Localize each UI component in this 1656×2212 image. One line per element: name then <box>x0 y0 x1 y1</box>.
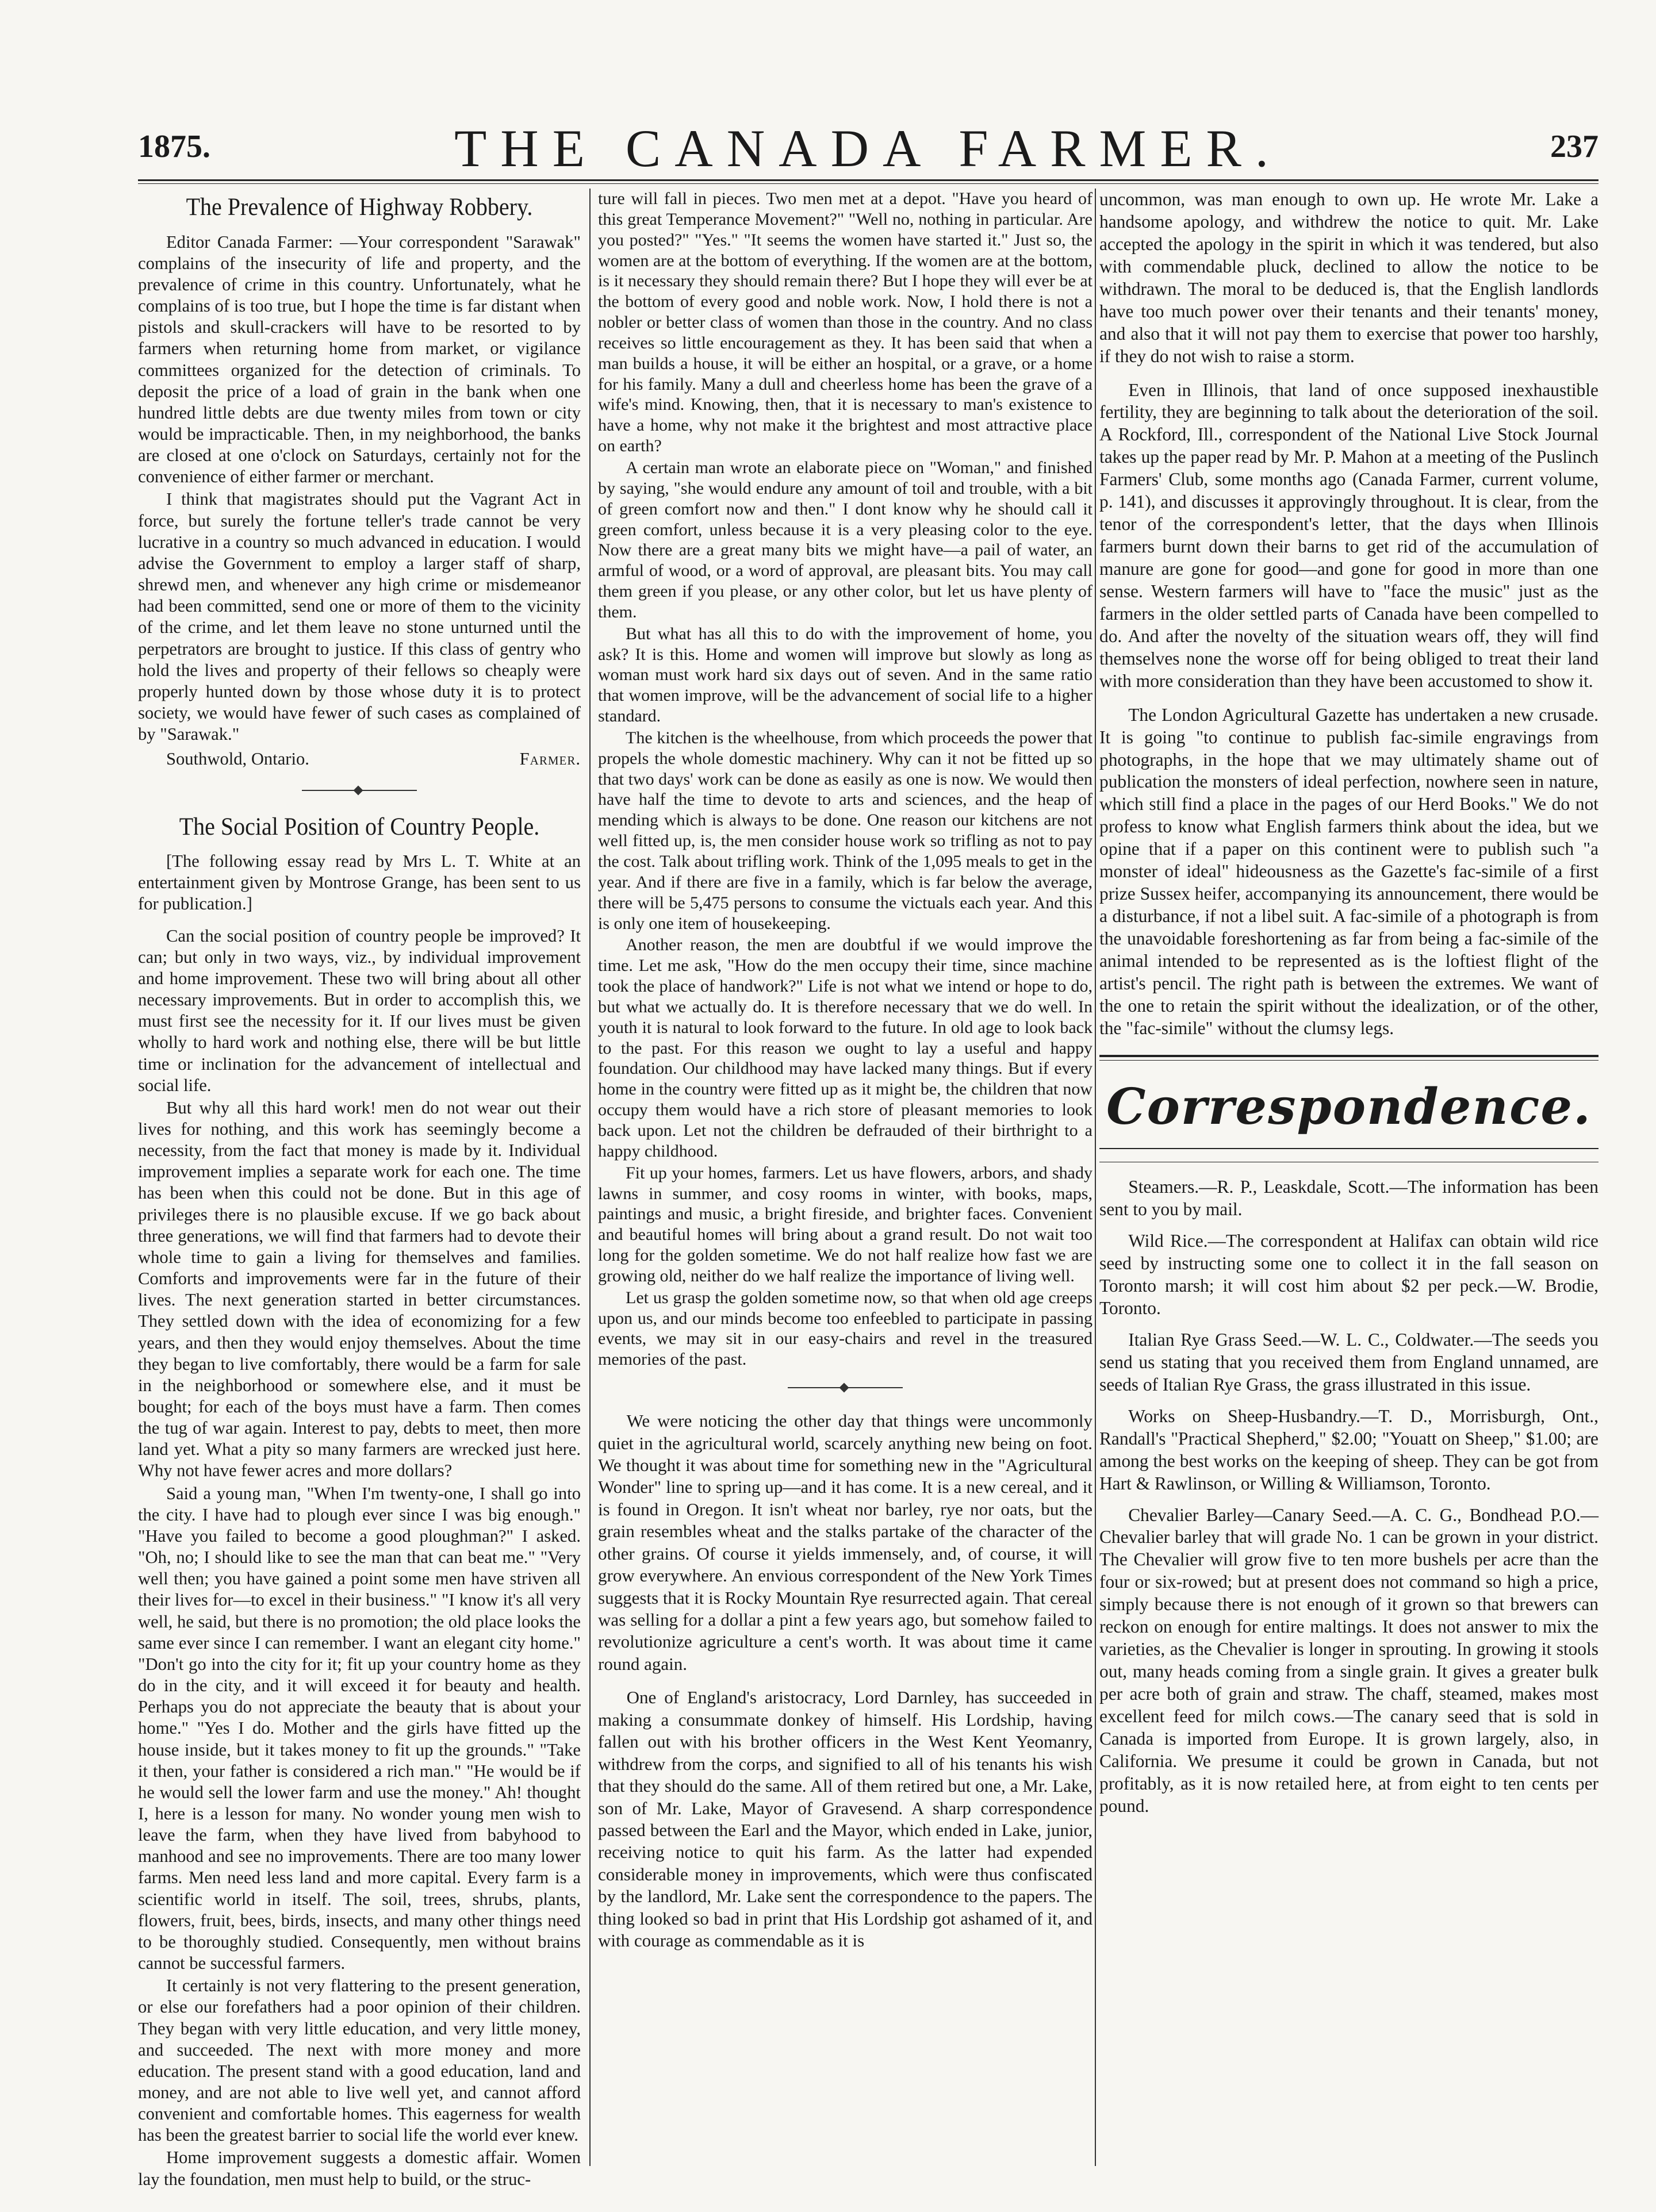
masthead-rule <box>138 179 1598 184</box>
article-paragraph: Let us grasp the golden sometime now, so that when old age creeps upon us, and our minds become too enfeebled to participate in passing events, we may sit in our easy-chairs and revel in the treasured memories of the past. <box>598 1288 1092 1369</box>
article-paragraph: Editor Canada Farmer: —Your correspondent "Sarawak" complains of the insecurity of life and property, and the prevalence of crime in this country. Unfortunately, what he complains of is too true, but I hope the time is far distant when pistols and skull-crackers will have to be resorted to by farmers when returning home from market, or vigilance committees organized for the detection of criminals. To deposit the price of a load of grain in the bank when one hundred little debts are due twenty miles from town or city would be impracticable. Then, in my neighborhood, the banks are closed at one o'clock on Saturdays, certainly not for the convenience of either farmer or merchant. <box>138 232 581 487</box>
issue-year: 1875. <box>138 129 210 164</box>
editorial-paragraph: Even in Illinois, that land of once supposed inexhaustible fertility, they are beginning to talk about the deterioration of the soil. A Rockford, Ill., correspondent of the National Live Stock Journal takes up the paper read by Mr. P. Mahon at a meeting of the Puslinch Farmers' Club, some months ago (Canada Farmer, current volume, p. 141), and discusses it approvingly throughout. It is clear, from the tenor of the correspondent's letter, that the days when Illinois farmers burnt down their barns to get rid of the accumulation of manure are gone for good—and gone for good in more than one sense. Western farmers will have to "face the music" just as the farmers in the older settled parts of Canada have been compelled to do. And after the novelty of the situation wears off, they will find themselves none the worse off for being obliged to treat their land with more consideration than they have been accustomed to show it. <box>1099 379 1598 691</box>
correspondence-item: Chevalier Barley—Canary Seed.—A. C. G., Bondhead P.O.—Chevalier barley that will grade No. 1 can be grown in your district. The Chevalier will grow five to ten more bushels per acre than the four or six-rowed; but at present does not command so high a price, simply because there is not enough of it grown so that brewers can reckon on enough for entire maltings. It does not answer to mix the varieties, as the Chevalier is longer in sprouting. In growing it stools out, many heads coming from a single grain. It gives a greater bulk per acre both of grain and straw. The chaff, steamed, makes most excellent feed for milch cows.—The canary seed that is sold in Canada is imported from Europe. It is grown largely, also, in California. We presume it could be grown in Canada, but not profitably, as it is now retailed here, at from eight to ten cents per pound. <box>1099 1504 1598 1816</box>
editorial-paragraph: uncommon, was man enough to own up. He wrote Mr. Lake a handsome apology, and withdrew the notice to quit. Mr. Lake accepted the apology in the spirit in which it was tendered, but also with commendable pluck, declined to allow the notice to be withdrawn. The moral to be deduced is, that the English landlords have too much power over their tenants and their tenants' money, and also that it will not pay them to exercise that power too harshly, if they do not wish to raise a storm. <box>1099 189 1598 366</box>
editorial-paragraph: One of England's aristocracy, Lord Darnley, has succeeded in making a consummate donkey of himself. His Lordship, having fallen out with his brother officers in the West Kent Yeomanry, withdrew from the corps, and signified to all of his tenants his wish that they should do the same. All of them retired but one, a Mr. Lake, son of Mr. Lake, Mayor of Gravesend. A sharp correspondence passed between the Earl and the Mayor, which ended in Lake, junior, receiving notice to quit his farm. As the latter had expended considerable money in improvements, which were thus confiscated by the landlord, Mr. Lake sent the correspondence to the papers. The thing looked so bad in print that His Lordship got ashamed of it, and with courage as commendable as it is <box>598 1687 1092 1951</box>
section-rule <box>1099 1055 1598 1061</box>
article-paragraph: A certain man wrote an elaborate piece on "Woman," and finished by saying, "she would endure any amount of toil and trouble, with a bit of green comfort now and then." I dont know why he should call it green comfort, unless because it is a very pleasing color to the eye. Now there are a great many bits we might have—a pail of water, an armful of wood, or a word of approval, are pleasant bits. You may call them green if you please, or any other color, but let us have plenty of them. <box>598 458 1092 621</box>
section-rule <box>1099 1148 1598 1149</box>
article-intro: [The following essay read by Mrs L. T. White at an entertainment given by Montrose Grange, has been sent to us for publication.] <box>138 851 581 914</box>
column-1 <box>138 189 581 2189</box>
article-signoff <box>138 748 581 770</box>
article-title-highway-robbery: The Prevalence of Highway Robbery. <box>186 193 533 221</box>
article-paragraph: But what has all this to do with the improvement of home, you ask? It is this. Home and women will improve but slowly as long as woman must work hard six days out of seven. And in the same ratio that women improve, will be the advancement of social life to a higher standard. <box>598 624 1092 726</box>
correspondence-heading: Correspondence. <box>1106 1077 1592 1136</box>
correspondence-item: Works on Sheep-Husbandry.—T. D., Morrisburgh, Ont., Randall's "Practical Shepherd," $2.00; "Youatt on Sheep," $1.00; are among the best works on the keeping of sheep. They can be got from Hart & Rawlinson, or Willing & Williamson, Toronto. <box>1099 1405 1598 1493</box>
section-separator <box>302 790 417 793</box>
section-separator <box>788 1387 903 1391</box>
article-paragraph: Fit up your homes, farmers. Let us have flowers, arbors, and shady lawns in summer, and cosy rooms in winter, with books, maps, paintings and music, a bright fireside, and brighter faces. Convenient and beautiful homes will bring about a grand result. Do not wait too long for the golden sometime. We do not half realize how fast we are growing old, neither do we half realize the importance of living well. <box>598 1163 1092 1285</box>
article-paragraph: But why all this hard work! men do not wear out their lives for nothing, and this work has seemingly become a necessity, from the fact that money is made by it. Individual improvement implies a separate work for each one. The time has been when this could not be done. But in this age of privileges there is no plausible excuse. If we go back about three generations, we will find that farmers had to devote their whole time to gain a living for themselves and families. Comforts and improvements were far in the future of their lives. The next generation started in better circumstances. They settled down with the idea of economizing for a few years, and then they would enjoy themselves. About the time they began to live comfortably, there would be a farm for sale in the neighborhood or somewhere else, and it must be bought; for each of the boys must have a farm. Then comes the tug of war again. Interest to pay, debts to meet, then more land yet. What a pity so many farmers are wrecked just here. Why not have fewer acres and more dollars? <box>138 1097 581 1481</box>
article-paragraph: The kitchen is the wheelhouse, from which proceeds the power that propels the whole domestic machinery. Why can it not be fitted up so that two days' work can be done as easily as one is now. We would then have half the time to devote to arts and sciences, and the heap of mending which is always to be done. One reason our kitchens are not well fitted up, is, the men consider house work so trifling as not to pay the cost. Talk about trifling work. Think of the 1,095 meals to get in the year. And if there are five in a family, which is far below the average, there will be 5,475 persons to consume the victuals each year. And this is only one item of housekeeping. <box>598 728 1092 933</box>
article-paragraph: Home improvement suggests a domestic affair. Women lay the foundation, men must help to build, or the struc- <box>138 2148 581 2189</box>
editorial-paragraph: We were noticing the other day that things were uncommonly quiet in the agricultural world, scarcely anything new being on foot. We thought it was about time for something new in the "Agricultural Wonder" line to spring up—and it has come. It is a new cereal, and it is found in Oregon. It isn't wheat nor barley, rye nor oats, but the grain resembles wheat and the stalks partake of the character of the other grains. Of course it yields immensely, and, of course, it will grow everywhere. An envious correspondent of the New York Times suggests that it is Rocky Mountain Rye resurrected again. That cereal was selling for a dollar a pint a few years ago, but somehow failed to revolutionize agriculture a cent's worth. It was about time it came round again. <box>598 1411 1092 1674</box>
page-number: 237 <box>1550 129 1598 164</box>
article-paragraph: Said a young man, "When I'm twenty-one, I shall go into the city. I have had to plough ever since I was big enough." "Have you failed to become a good ploughman?" I asked. "Oh, no; I should like to see the man that can beat me." "Very well then; you have gained a point some men have striven all their lives for—to excel in their business." "I know it's all very well, he said, but there is no promotion; the old place looks the same ever since I can remember. I want an elegant city home." "Don't go into the city for it; fit up your country home as they do in the city, and it will exceed it for beauty and health. Perhaps you do not appreciate the beauty that is about your home." "Yes I do. Mother and the girls have fitted up the house inside, but it takes money to fit up the grounds." "Take it then, your father is considered a rich man." "He would be if he would sell the lower farm and use the money." Ah! thought I, here is a lesson for many. No wonder young men wish to leave the farm, when they have lived from babyhood to manhood and see no improvements. There are too many lower farms. Men need less land and more capital. Every farm is a scientific world in itself. The soil, trees, shrubs, plants, flowers, fruit, bees, birds, insects, and many other things need to be thoroughly studied. Consequently, men without brains cannot be successful farmers. <box>138 1483 581 1973</box>
column-divider-1 <box>589 189 591 2166</box>
column-2 <box>598 189 1092 2166</box>
signoff-place: Southwold, Ontario. <box>166 749 309 769</box>
editorial-paragraph: The London Agricultural Gazette has undertaken a new crusade. It is going "to continue to publish fac-simile engravings from photographs, in the hope that we may ultimately shame out of publication the monsters of ideal perfection, nowhere seen in nature, which still find a place in the pages of our Herd Books." We do not profess to know what English farmers think about the idea, but we opine that if a paper on this continent were to publish such "a monster of ideal" hideousness as the Gazette's fac-simile of a first prize Sussex heifer, accompanying its announcement, there would be a disturbance, if not a libel suit. A fac-simile of a photograph is from the unavoidable foreshortening as far from being a fac-simile of the animal intended to be represented as is the loftiest flight of the artist's pencil. The right path is between the extremes. We want of the one to retain the spirit without the idealization, or of the other, the "fac-simile" without the clumsy legs. <box>1099 704 1598 1038</box>
newspaper-title: THE CANADA FARMER. <box>454 119 1282 178</box>
article-paragraph: Can the social position of country people be improved? It can; but only in two ways, viz., by individual improvement and home improvement. These two will bring about all other necessary improvements. But in order to accomplish this, we must first see the necessity for it. If our lives must be given wholly to hard work and nothing else, there will be but little time or inclination for the advancement of intellectual and social life. <box>138 925 581 1095</box>
article-paragraph: I think that magistrates should put the Vagrant Act in force, but surely the fortune teller's trade cannot be very lucrative in a country so much advanced in education. I would advise the Government to employ a larger staff of sharp, shrewd men, and whenever any high crime or misdemeanor had been committed, send one or more of them to the vicinity of the crime, and let them leave no stone unturned until the perpetrators are brought to justice. If this class of gentry who hold the lives and property of their fellows so cheaply were properly hunted down by those whose duty it is to protect society, we would have fewer of such cases as complained of by "Sarawak." <box>138 489 581 744</box>
correspondence-item: Steamers.—R. P., Leaskdale, Scott.—The information has been sent to you by mail. <box>1099 1177 1598 1220</box>
correspondence-item: Wild Rice.—The correspondent at Halifax can obtain wild rice seed by instructing some one to collect it in the fall season on Toronto marsh; it will cost him about $2 per peck.—W. Brodie, Toronto. <box>1099 1231 1598 1318</box>
column-divider-2 <box>1095 189 1096 2166</box>
signoff-name: Farmer. <box>519 749 581 769</box>
correspondence-item: Italian Rye Grass Seed.—W. L. C., Coldwater.—The seeds you send us stating that you received them from England unnamed, are seeds of Italian Rye Grass, the grass illustrated in this issue. <box>1099 1329 1598 1395</box>
article-title-social-position: The Social Position of Country People. <box>179 812 540 840</box>
article-paragraph: Another reason, the men are doubtful if we would improve the time. Let me ask, "How do the men occupy their time, since machine took the place of handwork?" Life is not what we intend or hope to do, but what we actually do. It is therefore necessary that we do well. In youth it is natural to look forward to the future. In old age to look back to the past. For this reason we ought to lay a useful and happy foundation. Our childhood may have lacked many things. But if every home in the country were fitted up as it might be, the children that now occupy them would have a rich store of pleasant memories to look back upon. Let not the children be defrauded of their birthright to a happy childhood. <box>598 935 1092 1161</box>
article-paragraph: It certainly is not very flattering to the present generation, or else our forefathers had a poor opinion of their children. They began with very little education, and very little money, and succeeded. The next with more money and more education. The present stand with a good education, land and money, and are not able to live well yet, and cannot afford convenient and comfortable homes. This eagerness for wealth has been the greatest barrier to social life the world ever knew. <box>138 1976 581 2145</box>
column-3 <box>1099 189 1598 2166</box>
masthead <box>138 118 1598 181</box>
article-paragraph: ture will fall in pieces. Two men met at a depot. "Have you heard of this great Temperance Movement?" "Well no, nothing in particular. Are you posted?" "Yes." "It seems the women have started it." Just so, the women are at the bottom of everything. If the women are at the bottom, is it necessary they should remain there? But I hope they will ever be at the bottom of every good and noble work. Now, I hold there is not a nobler or better class of women than those in the country. And no class receives so little encouragement as they. It has been said that when a man builds a house, it will be either an hospital, or a grave, or a home for his family. Many a dull and cheerless home has been the grave of a wife's mind. Knowing, then, that it is necessary to man's existence to have a home, why not make it the brightest and most attractive place on earth? <box>598 189 1092 456</box>
